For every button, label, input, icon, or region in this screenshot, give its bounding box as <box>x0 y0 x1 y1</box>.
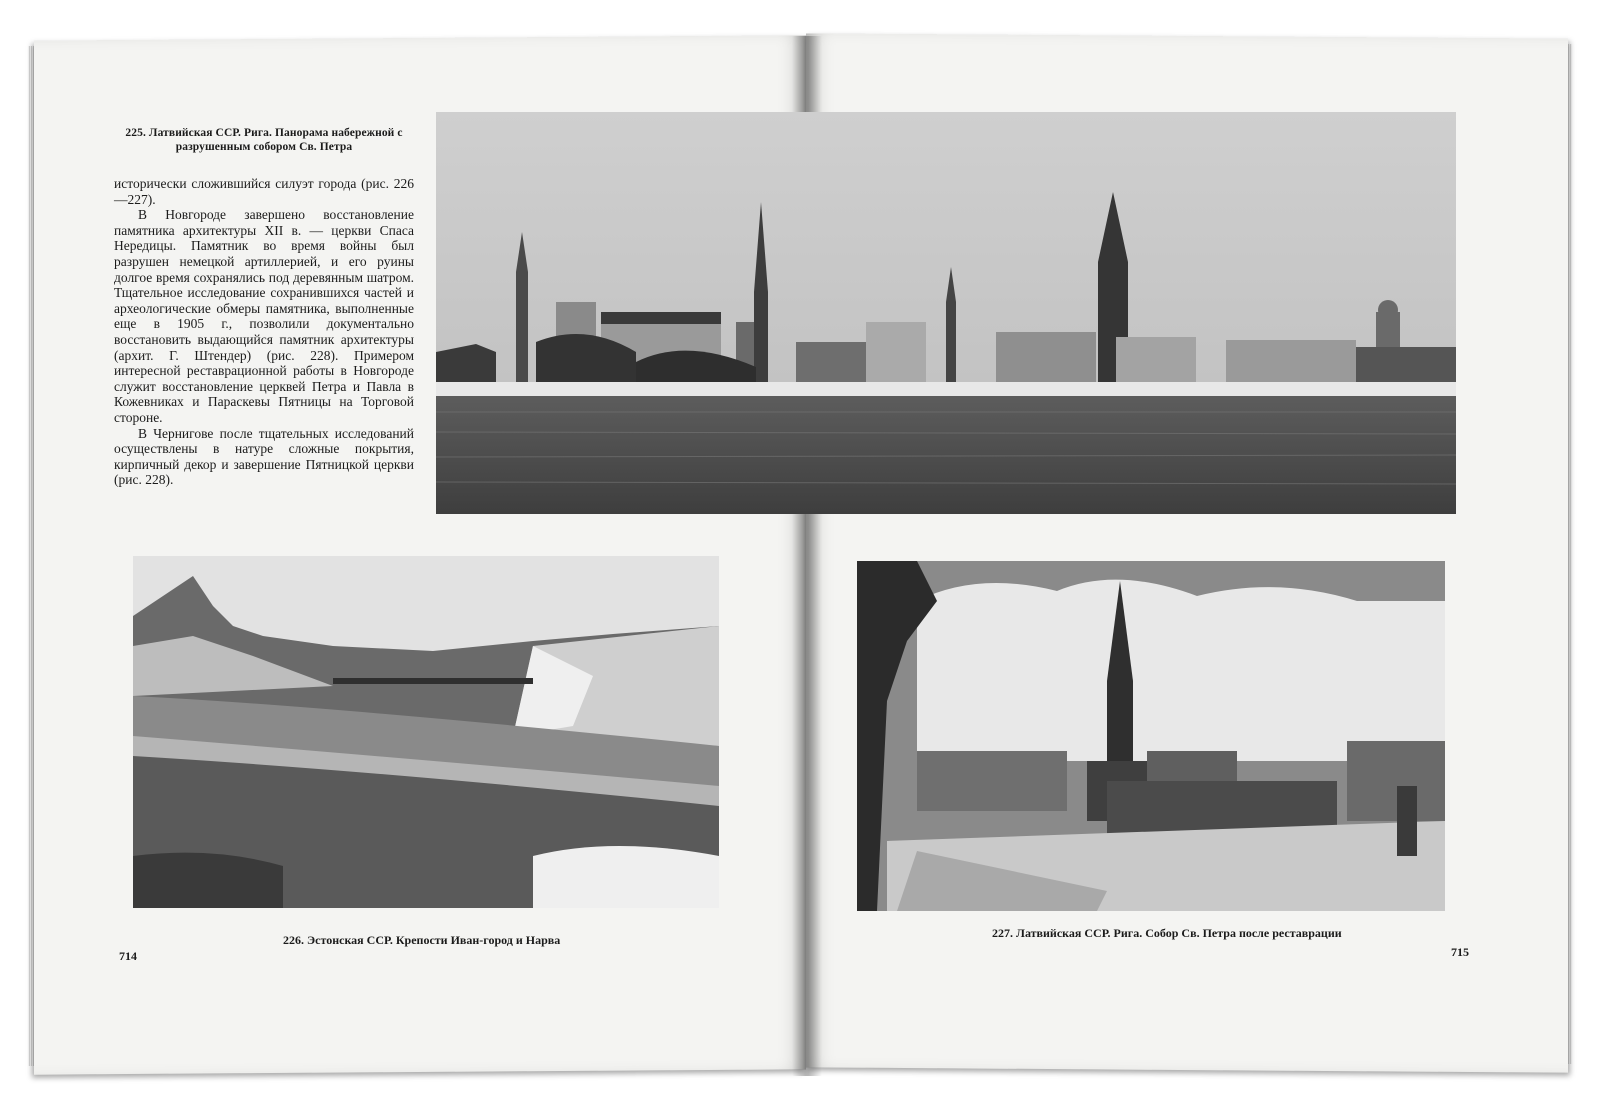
page-number-left: 714 <box>119 949 137 963</box>
photo-227-st-peter-riga <box>857 561 1445 911</box>
paragraph-3: В Чернигове после тщательных исследований осуществлены в натуре сложные покрытия, кирпичный декор и завершение Пятницкой церкви (рис. 228). <box>114 425 414 488</box>
photo-225-panorama <box>436 112 1456 514</box>
page-number-right: 715 <box>1451 945 1469 959</box>
caption-227: 227. Латвийская ССР. Рига. Собор Св. Петра после реставрации <box>992 926 1342 940</box>
caption-226: 226. Эстонская ССР. Крепости Иван-город и Нарва <box>283 933 561 947</box>
paragraph-1: исторически сложившийся силуэт города (рис. 226—227). <box>114 176 414 207</box>
photo-226-ivangorod-narva <box>133 556 719 908</box>
paragraph-2: В Новгороде завершено восстановление памятника архитектуры XII в. — церкви Спаса Нередицы. Памятник во время войны был разрушен немецкой артиллерией, и его руины долгое время сохранялись под деревянным шатром. Тщательное исследование сохранившихся частей и археологические обмеры памятника, выполненные еще в 1905 г., позволили документально восстановить выдающийся памятник архитектуры (архит. Г. Штендер) (рис. 228). Примером интересной реставрационной работы в Новгороде служит восстановление церквей Петра и Павла в Кожевниках и Параскевы Пятницы на Торговой стороне. <box>114 207 414 425</box>
caption-225: 225. Латвийская ССР. Рига. Панорама набережной с разрушенным собором Св. Петра <box>125 127 403 153</box>
body-text <box>114 176 414 488</box>
